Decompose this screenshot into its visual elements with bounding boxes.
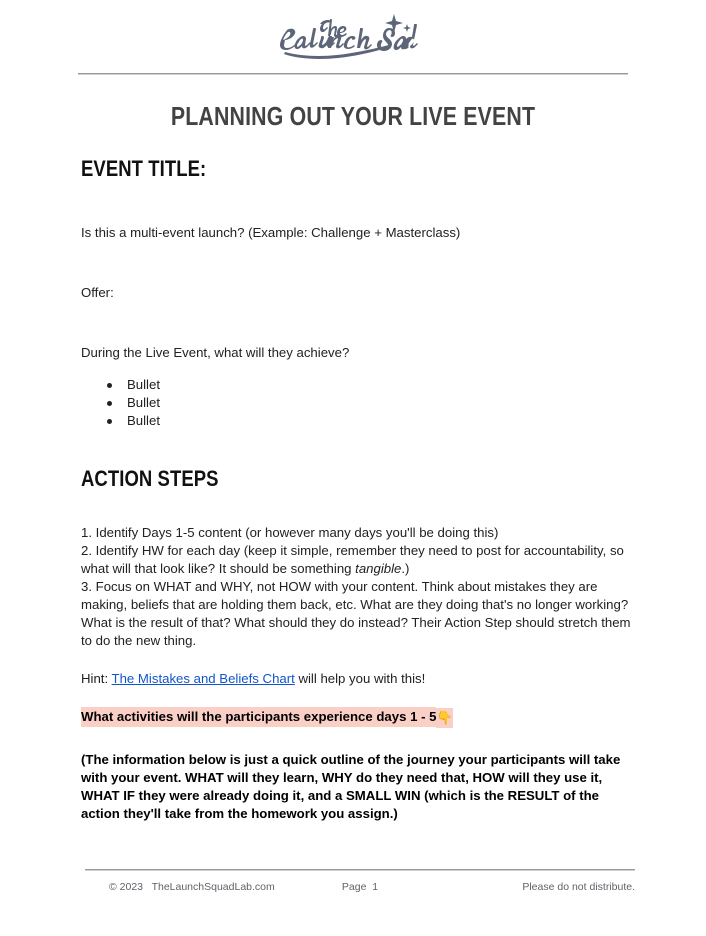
- footer-notice: Please do not distribute.: [522, 881, 635, 893]
- highlighted-question-text: What activities will the participants experience days 1 - 5: [81, 707, 436, 727]
- document-footer: [85, 881, 635, 899]
- list-item: [81, 376, 635, 394]
- offer-label: Offer:: [81, 285, 114, 300]
- mistakes-and-beliefs-chart-link[interactable]: The Mistakes and Beliefs Chart: [111, 671, 295, 686]
- section-heading-event-title: EVENT TITLE:: [81, 156, 207, 181]
- bullet-dot-icon: [107, 401, 112, 406]
- bullet-dot-icon: [107, 383, 112, 388]
- bullet-dot-icon: [107, 419, 112, 424]
- action-steps-list: [81, 524, 635, 650]
- hint-prefix: Hint:: [81, 671, 112, 686]
- footer-copyright: © 2023 TheLaunchSquadLab.com: [109, 881, 275, 893]
- list-item: [81, 412, 635, 430]
- document-header: [0, 0, 706, 75]
- action-step-3: 3. Focus on WHAT and WHY, not HOW with your content. Think about mistakes they are making, beliefs that are holding them back, etc. What are they doing that's no longer working? What is the result of that? What should they do instead? Their Action Step should stretch them to do the new thing.: [81, 579, 631, 648]
- achieve-bullet-list: [81, 376, 635, 430]
- information-note: (The information below is just a quick outline of the journey your participants will take with your event. WHAT will they learn, WHY do they need that, HOW will they use it, WHAT IF they were already doing it, and a SMALL WIN (which is the RESULT of the action they'll take from the homework you assign.): [81, 752, 621, 821]
- document-body: [81, 156, 635, 823]
- header-divider: [78, 73, 628, 75]
- highlighted-question: [81, 708, 635, 727]
- section-heading-action-steps: ACTION STEPS: [81, 466, 219, 491]
- list-item-label: Bullet: [127, 395, 160, 410]
- multi-event-question: Is this a multi-event launch? (Example: Challenge + Masterclass): [81, 225, 461, 240]
- footer-page-number: Page 1: [341, 881, 379, 893]
- the-launch-squad-logo: [273, 10, 433, 62]
- list-item-label: Bullet: [127, 413, 160, 428]
- achieve-question: During the Live Event, what will they achieve?: [81, 345, 350, 360]
- hint-line: [81, 670, 635, 688]
- action-step-2-text-b: .): [401, 561, 410, 576]
- page-title: PLANNING OUT YOUR LIVE EVENT: [170, 101, 536, 131]
- footer-divider: [85, 869, 635, 871]
- list-item: [81, 394, 635, 412]
- action-step-1: 1. Identify Days 1-5 content (or however many days you'll be doing this): [81, 525, 499, 540]
- hint-suffix: will help you with this!: [294, 671, 426, 686]
- action-step-2-emphasis: tangible: [355, 561, 402, 576]
- pointing-down-hand-icon: 👇: [436, 708, 452, 728]
- list-item-label: Bullet: [127, 377, 160, 392]
- action-step-2: [81, 542, 635, 578]
- action-step-2-text-a: 2. Identify HW for each day (keep it simple, remember they need to post for accountability, so what will that look like? It should be something: [81, 543, 624, 576]
